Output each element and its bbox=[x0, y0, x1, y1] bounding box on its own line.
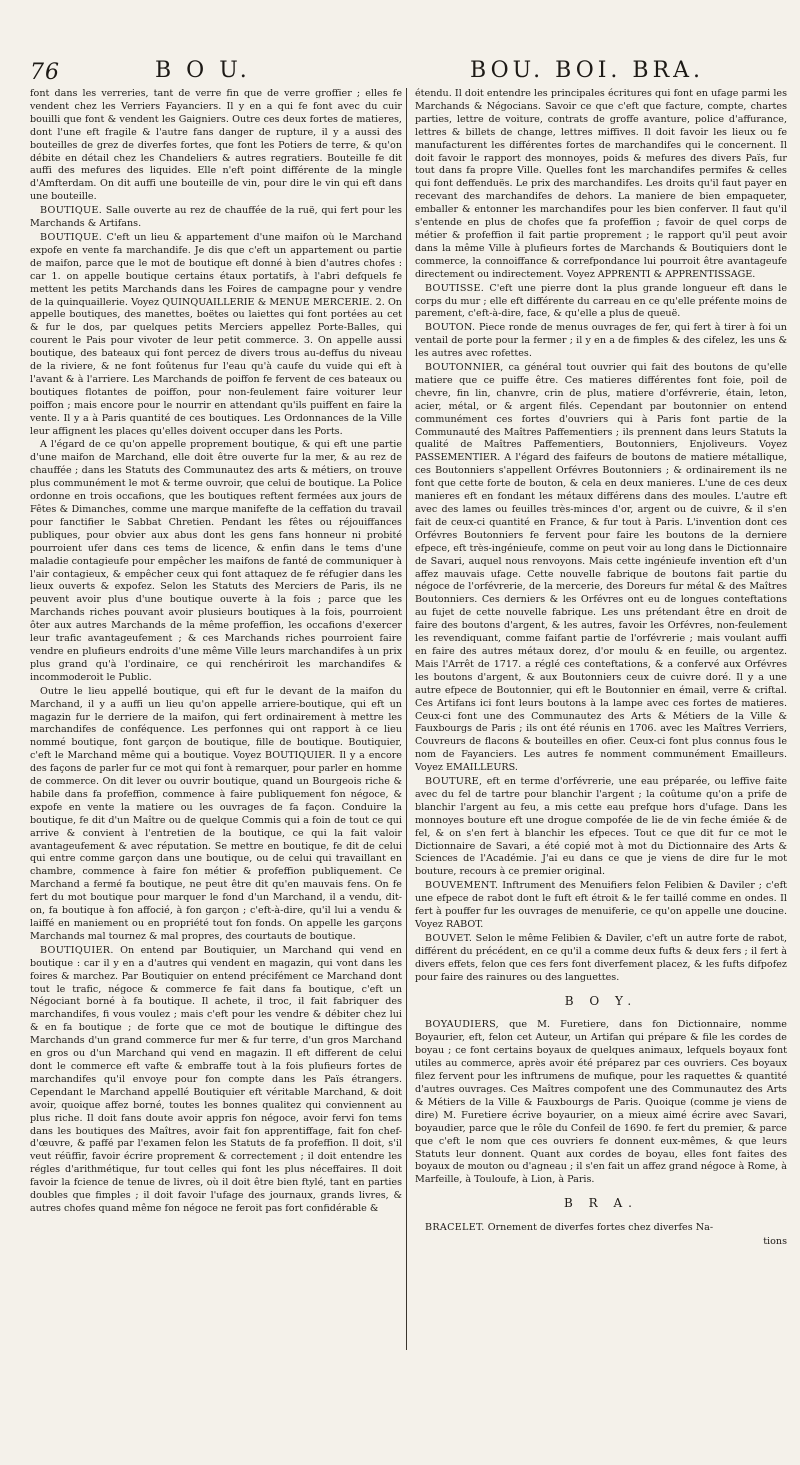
entry-headword: BOUTIQUE. bbox=[40, 205, 103, 217]
entry-headword: BOUTURE, bbox=[425, 776, 483, 788]
entry-paragraph: A l'égard de ce qu'on appelle proprement boutique, & qui eft une partie d'une maifon de Marchand, elle doit être ouverte fur la mer, & au rez de chauffée ; dans les Statuts des Communautez des arts & métiers, on trouve plus communément le mot & terme ouvroir, que celui de boutique. La Police ordonne en trois occafions, que les boutiques reftent fermées aux jours de Fêtes & Dimanches, comme une marque manifefte de la ceffation du travail pour fanctifier le Sabbat Chretien. Pendant les fêtes ou réjouiffances publiques, pour obvier aux abus dont les gens fans honneur ni probité pourroient ufer dans ces tems de licence, & enfin dans le tems d'une maladie contagieufe pour empêcher les maifons de fanté de communiquer à l'air contagieux, & empêcher ceux qui font attaquez de fe réfugier dans les lieux ouverts & expofez. Selon les Statuts des Merciers de Paris, ils ne peuvent avoir plus d'une boutique ouverte à la fois ; parce que les Marchands riches pouvant avoir plusieurs boutiques à la fois, pourroient ôter aux autres Marchands de la même profeffion, les occafions d'exercer leur trafic avantageufement ; & ces Marchands riches pourroient faire vendre en plufieurs endroits d'une même Ville leurs marchandifes à un prix plus grand qu'à l'ordinaire, ce qui renchériroit les marchandifes & incommoderoit le Public. bbox=[30, 439, 402, 683]
right-column bbox=[415, 88, 787, 1249]
entry-headword: BOUTIQUIER. bbox=[40, 944, 114, 956]
page-number: 76 bbox=[30, 60, 60, 85]
entry-paragraph: font dans les verreries, tant de verre fin que de verre groffier ; elles fe vendent chez les Verriers Fayanciers. Il y en a qui fe font avec du cuir bouilli que font & vendent les Gaigniers. Outre ces deux fortes de matieres, dont l'une eft fragile & l'autre fans danger de rupture, il y a aussi des bouteilles de grez de diverfes fortes, que font les Potiers de terre, & qu'on débite en détail chez les Chandeliers & autres regratiers. Bouteille fe dit auffi des mefures des liquides. Elle n'eft point différente de la mingle d'Amfterdam. On dit auffi une bouteille de vin, pour dire le vin qui eft dans une bouteille. bbox=[30, 88, 402, 203]
entry-headword: BRACELET. bbox=[425, 1222, 485, 1234]
entry-paragraph: BRACELET. Ornement de diverfes fortes chez diverfes Na- bbox=[425, 1222, 714, 1234]
entry-paragraph: BOUTIQUIER. On entend par Boutiquier, un Marchand qui vend en boutique : car il y en a d'autres qui vendent en magazin, qui vont dans les foires & marchez. Par Boutiquier on entend précifément ce Marchand dont tout le trafic, négoce & commerce fe fait dans fa boutique, c'eft un Négociant borné à fa boutique. Il achete, il troc, il fait fabriquer des marchandifes, fi vous voulez ; mais c'eft pour les vendre & débiter chez lui & en fa boutique ; de forte que ce mot de boutique le diftingue des Marchands d'un grand commerce fur mer & fur terre, d'un gros Marchand en gros ou d'un Marchand qui vend en magazin. Il eft different de celui dont le commerce eft vafte & embraffe tout à la fois plufieurs fortes de marchandifes qu'il envoye pour fon compte dans les Païs étrangers. Cependant le Marchand appellé Boutiquier eft véritable Marchand, & doit avoir, quoique affez borné, toutes les bonnes qualitez qui conviennent au plus riche. Il doit fans doute avoir appris fon négoce, avoir fervi fon tems dans les boutiques des Maîtres, avoir fait fon apprentiffage, fait fon chef-d'œuvre, & paffé par l'examen felon les Statuts de fa profeffion. Il doit, s'il veut réüffir, favoir écrire proprement & correctement ; il doit entendre les régles d'arithmétique, fur tout celles qui font les plus néceffaires. Il doit favoir la fcience de tenue de livres, où il doit être bien ftylé, tant en parties doubles que fimples ; il doit favoir l'ufage des journaux, grands livres, & autres chofes quand même fon négoce ne feroit pas fort confidérable & bbox=[30, 944, 402, 1214]
running-head-left: B O U. bbox=[155, 58, 251, 83]
entry-headword: BOUVEMENT. bbox=[425, 880, 499, 892]
entry-paragraph: BOUVEMENT. Inftrument des Menuifiers felon Felibien & Daviler ; c'eft une efpece de rabot dont le fuft eft étroit & le fer taillé comme en ondes. Il fert à pouffer fur les ouvrages de menuiferie, ce qu'on appelle une doucine. Voyez RABOT. bbox=[415, 880, 787, 930]
catchword: tions bbox=[763, 1236, 787, 1248]
entry-paragraph: BOUTURE, eft en terme d'orfévrerie, une eau préparée, ou leffive faite avec du fel de tartre pour blanchir l'argent ; la coûtume qu'on a prife de blanchir l'argent au feu, a mis cette eau prefque hors d'ufage. Dans les monnoyes bouture eft une drogue compofée de lie de vin feche émiée & de fel, & on s'en fert à blanchir les efpeces. Tout ce que dit fur ce mot le Dictionnaire de Savari, a été copié mot à mot du Dictionnaire des Arts & Sciences de l'Académie. J'ai eu dans ce que je viens de dire fur le mot bouture, recours à ce premier original. bbox=[415, 776, 787, 878]
entry-headword: BOUTISSE. bbox=[425, 282, 485, 294]
entry-paragraph: BOUTON. Piece ronde de menus ouvrages de fer, qui fert à tirer à foi un ventail de porte pour la fermer ; il y en a de fimples & des cifelez, les uns & les autres avec rofettes. bbox=[415, 322, 787, 360]
entry-paragraph: BOUTISSE. C'eft une pierre dont la plus grande longueur eft dans le corps du mur ; elle eft différente du carreau en ce qu'elle préfente moins de parement, c'eft-à-dire, face, & qu'elle a plus de queuë. bbox=[415, 282, 787, 320]
running-head-right: BOU. BOI. BRA. bbox=[470, 58, 705, 83]
entry-headword: BOUVET. bbox=[425, 932, 473, 944]
section-heading-boy: B O Y. bbox=[564, 993, 638, 1008]
entry-paragraph: BOUVET. Selon le même Felibien & Daviler, c'eft un autre forte de rabot, différent du précédent, en ce qu'il a comme deux fufts & deux fers ; il fert à divers effets, felon que ces fers font diverfement placez, & les fufts difpofez pour faire des rainures ou des languettes. bbox=[415, 932, 787, 983]
entry-paragraph: BOUTIQUE. C'eft un lieu & appartement d'une maifon où le Marchand expofe en vente fa marchandife. Je dis que c'eft un appartement ou partie de maifon, parce que le mot de boutique eft donné à bien d'autres chofes : car 1. on appelle boutique certains étaux portatifs, à l'abri defquels fe mettent les petits Marchands dans les Foires de campagne pour y vendre de la quinquaillerie. Voyez QUINQUAILLERIE & MENUE MERCERIE. 2. On appelle boutiques, des manettes, boëtes ou laiettes qui font portées au cet & fur le dos, par quelques petits Merciers appellez Porte-Balles, qui courent le Pais pour vivoter de leur petit commerce. 3. On appelle aussi boutique, des bateaux qui font percez de divers trous au-deffus du niveau de la riviere, & ne font foûtenus fur l'eau qu'à caufe du vuide qui eft à l'avant & à l'arriere. Les Marchands de poiffon fe fervent de ces bateaux ou boutiques flotantes de poiffon, pour non-feulement faire voiturer leur poiffon ; mais encore pour le nourrir en attendant qu'ils puiffent en faire la vente. Il y a à Paris quantité de ces boutiques. Les Ordonnances de la Ville leur affignent les places qu'elles doivent occuper dans les Ports. bbox=[30, 231, 402, 437]
section-heading-bra: B R A. bbox=[564, 1196, 638, 1211]
left-column bbox=[30, 88, 402, 1217]
entry-headword: BOUTIQUE. bbox=[40, 231, 103, 243]
entry-paragraph: Outre le lieu appellé boutique, qui eft fur le devant de la maifon du Marchand, il y a auffi un lieu qu'on appelle arriere-boutique, qui eft un magazin fur le derriere de la maifon, qui fert ordinairement à mettre les marchandifes de conféquence. Les perfonnes qui ont rapport à ce lieu nommé boutique, font garçon de boutique, fille de boutique. Boutiquier, c'eft le Marchand même qui a boutique. Voyez BOUTIQUIER. Il y a encore des façons de parler fur ce mot qui font à remarquer, pour parler en homme de commerce. On dit lever ou ouvrir boutique, quand un Bourgeois riche & habile dans fa profeffion, commence à faire publiquement fon négoce, & expofe en vente la matiere ou les ouvrages de fa façon. Conduire la boutique, fe dit d'un Maître ou de quelque Commis qui a foin de tout ce qui arrive & convient à l'entretien de la boutique, ce qui la fait valoir avantageufement & avec réputation. Se mettre en boutique, fe dit de celui qui entre comme garçon dans une boutique, ou de celui qui travaillant en chambre, commence à faire fon métier & profeffion publiquement. Ce Marchand a fermé fa boutique, ne peut être dit qu'en mauvais fens. On fe fert du mot boutique pour marquer le fond d'un Marchand, il a vendu, dit-on, fa boutique à fon affocié, à fon garçon ; c'eft-à-dire, qu'il lui a vendu & laiffé en maniement ou en propriété tout fon fonds. On appelle les garçons Marchands mal tournez & mal propres, des courtauts de boutique. bbox=[30, 685, 402, 942]
entry-paragraph: BOYAUDIERS, que M. Furetiere, dans fon Dictionnaire, nomme Boyaurier, eft, felon cet Auteur, un Artifan qui prépare & file les cordes de boyau ; ce font certains boyaux de quelques animaux, lefquels boyaux font utiles au commerce, après avoir été préparez par ces ouvriers. Ces boyaux filez fervent pour les inftrumens de mufique, pour les raquettes & quantité d'autres ouvrages. Ces Maîtres compofent une des Communautez des Arts & Métiers de la Ville & Fauxbourgs de Paris. Quoique (comme je viens de dire) M. Furetiere écrive boyaurier, on a mieux aimé écrire avec Savari, boyaudier, parce que le rôle du Confeil de 1690. fe fert du premier, & parce que c'eft le nom que ces ouvriers fe donnent eux-mêmes, & que leurs Statuts leur donnent. Quant aux cordes de boyau, elles font faites des boyaux de mouton ou d'agneau ; il s'en fait un affez grand négoce à Rome, à Marfeille, à Touloufe, à Lion, à Paris. bbox=[415, 1019, 787, 1186]
entry-headword: BOYAUDIERS, bbox=[425, 1019, 499, 1031]
entry-paragraph: BOUTONNIER, ca général tout ouvrier qui fait des boutons de qu'elle matiere que ce puiffe être. Ces matieres différentes font foie, poil de chevre, fin lin, chanvre, crin de plus, matiere d'orfévrerie, étain, leton, acier, métal, or & argent filés. Cependant par boutonnier on entend communément ces fortes d'ouvriers qui à Paris font partie de la Communauté des Maîtres Paffementiers ; ils prennent dans leurs Statuts la qualité de Maîtres Paffementiers, Boutonniers, Enjoliveurs. Voyez PASSEMENTIER. A l'égard des faifeurs de boutons de matiere métallique, ces Boutonniers s'appellent Orfévres Boutonniers ; & ordinairement ils ne font que cette forte de bouton, & cela en deux manieres. L'une de ces deux manieres eft en fondant les métaux différens dans des moules. L'autre eft avec des lames ou feuilles très-minces d'or, argent ou de cuivre, & il s'en fait de ceux-ci quantité en France, & fur tout à Paris. L'invention dont ces Orfévres Boutonniers fe fervent pour faire les boutons de la derniere efpece, eft très-ingénieufe, comme on peut voir au long dans le Dictionnaire de Savari, auquel nous renvoyons. Mais cette ingénieufe invention eft d'un affez mauvais ufage. Cette nouvelle fabrique de boutons fait partie du négoce de l'orfévrerie, de la mercerie, des Doreurs fur métal & des Maîtres Boutonniers. Ces derniers & les Orfévres ont eu de longues conteftations au fujet de cette nouvelle fabrique. Les uns prétendant être en droit de faire des boutons d'argent, & les autres, favoir les Orfévres, non-feulement les revendiquant, comme faifant partie de l'orfévrerie ; mais voulant auffi en faire des autres métaux dorez, d'or moulu & en feuille, ou argentez. Mais l'Arrêt de 1717. a réglé ces conteftations, & a confervé aux Orfévres les boutons d'argent, & aux Boutonniers ceux de cuivre doré. Il y a une autre efpece de Boutonnier, qui eft le Boutonnier en émail, verre & criftal. Ces Artifans ici font leurs boutons à la lampe avec ces fortes de matieres. Ceux-ci font une des Communautez des Arts & Métiers de la Ville & Fauxbourgs de Paris ; ils ont été réunis en 1706. avec les Maîtres Verriers, Couvreurs de flacons & bouteilles en ofier. Ceux-ci font plus connus fous le nom de Fayanciers. Les autres fe nomment communément Emailleurs. Voyez EMAILLEURS. bbox=[415, 362, 787, 774]
entry-paragraph: BOUTIQUE. Salle ouverte au rez de chauffée de la ruë, qui fert pour les Marchands & Artifans. bbox=[30, 205, 402, 230]
entry-headword: BOUTON. bbox=[425, 322, 476, 334]
entry-headword: BOUTONNIER, bbox=[425, 362, 504, 374]
entry-paragraph: étendu. Il doit entendre les principales écritures qui font en ufage parmi les Marchands & Négocians. Savoir ce que c'eft que facture, compte, chartes parties, lettre de voiture, contrats de groffe avanture, police d'affurance, lettres & billets de change, lettres miffives. Il doit favoir les lieux ou fe manufacturent les différentes fortes de marchandifes qui le concernent. Il doit favoir le rapport des monnoyes, poids & mefures des divers Païs, fur tout dans fa propre Ville. Quelles font les marchandifes permifes & celles qui font deffenduës. Le prix des marchandifes. Les droits qu'il faut payer en recevant des marchandifes de dehors. La maniere de bien empaqueter, emballer & entonner les marchandifes pour les bien conferver. Il faut qu'il s'entende en plus de chofes que fa profeffion ; favoir de quel corps de métier & profeffion il fait partie proprement ; le rapport qu'il peut avoir dans la même Ville à plufieurs fortes de Marchands & Boutiquiers dont le commerce, la connoiffance & correfpondance lui pourroit être avantageufe directement ou indirectement. Voyez APPRENTI & APPRENTISSAGE. bbox=[415, 88, 787, 280]
column-rule bbox=[406, 88, 407, 1350]
